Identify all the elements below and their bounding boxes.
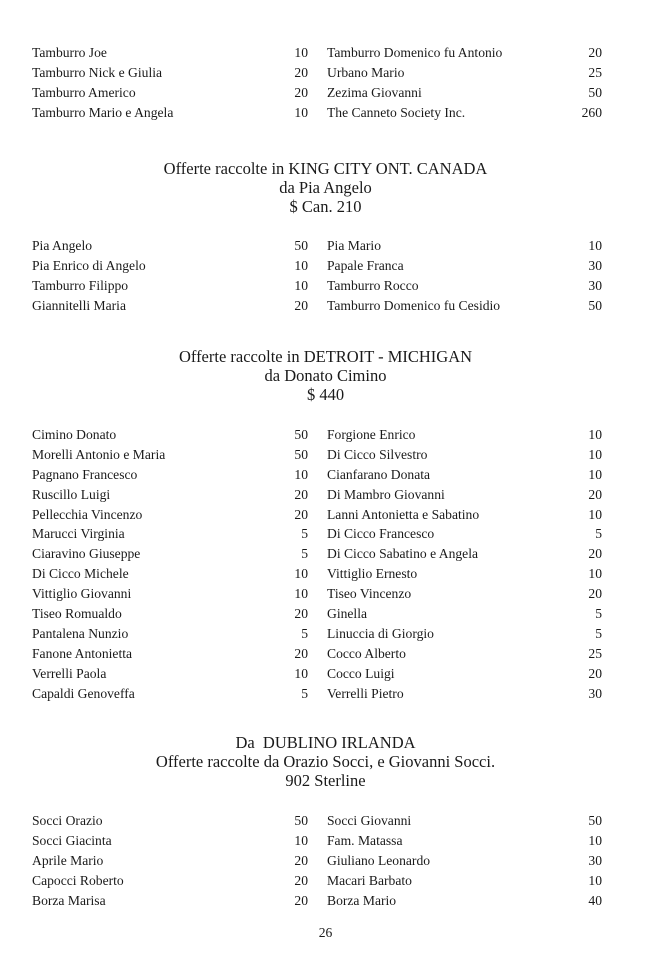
donation-amount: 20 <box>588 486 602 502</box>
donor-name: Pagnano Francesco <box>32 466 138 482</box>
donation-amount: 20 <box>588 546 602 562</box>
donor-name: Forgione Enrico <box>327 427 416 442</box>
donor-row <box>0 684 651 704</box>
section-total: $ 440 <box>306 385 345 404</box>
donor-name: Pia Mario <box>327 238 381 253</box>
donation-amount: 10 <box>588 238 602 253</box>
donor-name: Borza Marisa <box>32 892 106 908</box>
king-city-section <box>0 159 651 216</box>
donor-name: Tamburro Filippo <box>32 277 129 293</box>
donation-amount: 20 <box>294 892 308 908</box>
donor-name: Aprile Mario <box>32 852 104 868</box>
donation-amount: 10 <box>588 427 602 442</box>
donor-row <box>0 624 651 644</box>
donor-name: The Canneto Society Inc. <box>327 104 466 120</box>
section-total: 902 Sterline <box>285 771 366 790</box>
donor-name: Giuliano Leonardo <box>327 852 431 868</box>
donation-amount: 50 <box>294 446 308 462</box>
donation-amount: 20 <box>294 297 308 313</box>
donation-amount: 10 <box>294 104 308 120</box>
donation-amount: 10 <box>294 466 308 482</box>
donor-row <box>0 505 651 525</box>
donation-amount: 20 <box>294 872 308 888</box>
donor-name: Cianfarano Donata <box>327 466 431 482</box>
donor-name: Urbano Mario <box>327 64 405 80</box>
donor-name: Di Cicco Silvestro <box>327 446 428 462</box>
donor-row <box>0 276 651 296</box>
donation-amount: 30 <box>588 852 602 868</box>
donor-name: Tiseo Vincenzo <box>327 586 412 602</box>
donor-name: Ginella <box>327 606 368 622</box>
donor-name: Capocci Roberto <box>32 872 124 888</box>
donor-row <box>0 664 651 684</box>
donation-amount: 5 <box>595 625 602 641</box>
section-subtitle: da Pia Angelo <box>279 178 372 197</box>
donor-row <box>0 256 651 276</box>
donor-row <box>0 644 651 664</box>
donor-row <box>0 891 651 911</box>
donor-name: Pia Angelo <box>32 238 93 253</box>
donor-row <box>0 524 651 544</box>
donor-name: Marucci Virginia <box>32 526 125 542</box>
donor-name: Vittiglio Giovanni <box>32 586 132 602</box>
donation-amount: 10 <box>588 566 602 582</box>
donation-amount: 5 <box>595 526 602 542</box>
donation-amount: 5 <box>301 685 308 701</box>
donor-name: Vittiglio Ernesto <box>327 566 418 582</box>
donor-name: Morelli Antonio e Maria <box>32 446 166 462</box>
section-subtitle: Offerte raccolte da Orazio Socci, e Giovanni Socci. <box>155 752 496 771</box>
donor-name: Cimino Donato <box>32 427 117 442</box>
donation-amount: 50 <box>294 813 308 828</box>
donation-amount: 10 <box>294 586 308 602</box>
dublino-donor-list <box>0 811 651 910</box>
donor-row <box>0 445 651 465</box>
donor-name: Fanone Antonietta <box>32 645 133 661</box>
donor-name: Linuccia di Giorgio <box>327 625 434 641</box>
section-total: $ Can. 210 <box>289 197 362 216</box>
donor-row <box>0 63 651 83</box>
donor-name: Lanni Antonietta e Sabatino <box>327 506 480 522</box>
donation-amount: 10 <box>294 277 308 293</box>
donor-row <box>0 296 651 316</box>
donor-name: Papale Franca <box>327 257 404 273</box>
donor-name: Verrelli Paola <box>32 665 107 681</box>
section-title: Offerte raccolte in KING CITY ONT. CANADA <box>163 159 488 178</box>
donor-row <box>0 485 651 505</box>
donor-row <box>0 584 651 604</box>
donation-amount: 10 <box>294 566 308 582</box>
donor-name: Macari Barbato <box>327 872 412 888</box>
donor-name: Tamburro Joe <box>32 45 107 60</box>
donor-name: Di Mambro Giovanni <box>327 486 445 502</box>
donor-name: Pantalena Nunzio <box>32 625 129 641</box>
donation-amount: 30 <box>588 685 602 701</box>
dublino-rows <box>0 811 651 910</box>
donor-name: Pia Enrico di Angelo <box>32 257 146 273</box>
donation-amount: 10 <box>588 832 602 848</box>
detroit-donor-list <box>0 425 651 703</box>
donation-amount: 20 <box>588 586 602 602</box>
donation-amount: 10 <box>588 446 602 462</box>
donor-name: Tamburro Nick e Giulia <box>32 64 163 80</box>
donation-amount: 10 <box>294 832 308 848</box>
donor-name: Cocco Alberto <box>327 645 406 661</box>
top-donor-list <box>0 43 651 123</box>
donation-amount: 20 <box>294 852 308 868</box>
donation-amount: 25 <box>588 64 602 80</box>
donor-name: Tamburro Rocco <box>327 277 419 293</box>
donation-amount: 10 <box>588 872 602 888</box>
donation-amount: 5 <box>301 526 308 542</box>
top-donor-rows <box>0 43 651 123</box>
donation-amount: 10 <box>588 466 602 482</box>
donation-amount: 260 <box>581 104 602 120</box>
donation-amount: 10 <box>294 257 308 273</box>
donation-amount: 30 <box>588 277 602 293</box>
section-subtitle: da Donato Cimino <box>264 366 387 385</box>
detroit-section <box>0 347 651 404</box>
donor-name: Ruscillo Luigi <box>32 486 111 502</box>
donor-name: Fam. Matassa <box>327 832 403 848</box>
donor-name: Borza Mario <box>327 892 397 908</box>
donation-amount: 20 <box>294 84 308 100</box>
king-city-donor-list <box>0 236 651 316</box>
king-city-rows <box>0 236 651 316</box>
donation-amount: 20 <box>294 486 308 502</box>
donor-name: Cocco Luigi <box>327 665 395 681</box>
donor-row <box>0 236 651 256</box>
donor-name: Socci Giacinta <box>32 832 112 848</box>
donation-amount: 50 <box>588 813 602 828</box>
donation-amount: 30 <box>588 257 602 273</box>
donor-name: Di Cicco Sabatino e Angela <box>327 546 479 562</box>
donation-amount: 20 <box>294 606 308 622</box>
donor-name: Di Cicco Francesco <box>327 526 435 542</box>
donor-row <box>0 851 651 871</box>
donor-row <box>0 871 651 891</box>
detroit-rows <box>0 425 651 703</box>
donor-row <box>0 425 651 445</box>
donor-name: Socci Orazio <box>32 813 103 828</box>
section-title: Da DUBLINO IRLANDA <box>235 733 416 752</box>
donor-row <box>0 564 651 584</box>
donor-name: Di Cicco Michele <box>32 566 129 582</box>
donation-amount: 5 <box>595 606 602 622</box>
section-title: Offerte raccolte in DETROIT - MICHIGAN <box>178 347 473 366</box>
donation-amount: 5 <box>301 625 308 641</box>
donor-row <box>0 103 651 123</box>
donor-row <box>0 831 651 851</box>
donation-amount: 50 <box>294 238 308 253</box>
donation-amount: 50 <box>588 84 602 100</box>
donation-amount: 25 <box>588 645 602 661</box>
donor-name: Verrelli Pietro <box>327 685 404 701</box>
donation-amount: 20 <box>588 45 602 60</box>
donation-amount: 20 <box>588 665 602 681</box>
donation-amount: 5 <box>301 546 308 562</box>
donation-amount: 50 <box>588 297 602 313</box>
donation-amount: 50 <box>294 427 308 442</box>
donation-amount: 40 <box>588 892 602 908</box>
donor-name: Capaldi Genoveffa <box>32 685 135 701</box>
donor-name: Socci Giovanni <box>327 813 412 828</box>
donation-amount: 20 <box>294 645 308 661</box>
donation-amount: 10 <box>294 45 308 60</box>
donor-row <box>0 465 651 485</box>
page-number: 26 <box>318 925 333 940</box>
donor-name: Giannitelli Maria <box>32 297 126 313</box>
donation-amount: 20 <box>294 64 308 80</box>
donor-name: Ciaravino Giuseppe <box>32 546 141 562</box>
donor-row <box>0 43 651 63</box>
donor-name: Zezima Giovanni <box>327 84 422 100</box>
donor-name: Pellecchia Vincenzo <box>32 506 143 522</box>
donor-name: Tiseo Romualdo <box>32 606 122 622</box>
donation-amount: 10 <box>294 665 308 681</box>
dublino-section <box>0 733 651 790</box>
donation-amount: 20 <box>294 506 308 522</box>
donor-row <box>0 83 651 103</box>
donor-name: Tamburro Mario e Angela <box>32 104 174 120</box>
donor-row <box>0 811 651 831</box>
donor-name: Tamburro Americo <box>32 84 136 100</box>
donation-amount: 10 <box>588 506 602 522</box>
donor-name: Tamburro Domenico fu Antonio <box>327 45 503 60</box>
donor-row <box>0 604 651 624</box>
donor-name: Tamburro Domenico fu Cesidio <box>327 297 501 313</box>
donor-row <box>0 544 651 564</box>
